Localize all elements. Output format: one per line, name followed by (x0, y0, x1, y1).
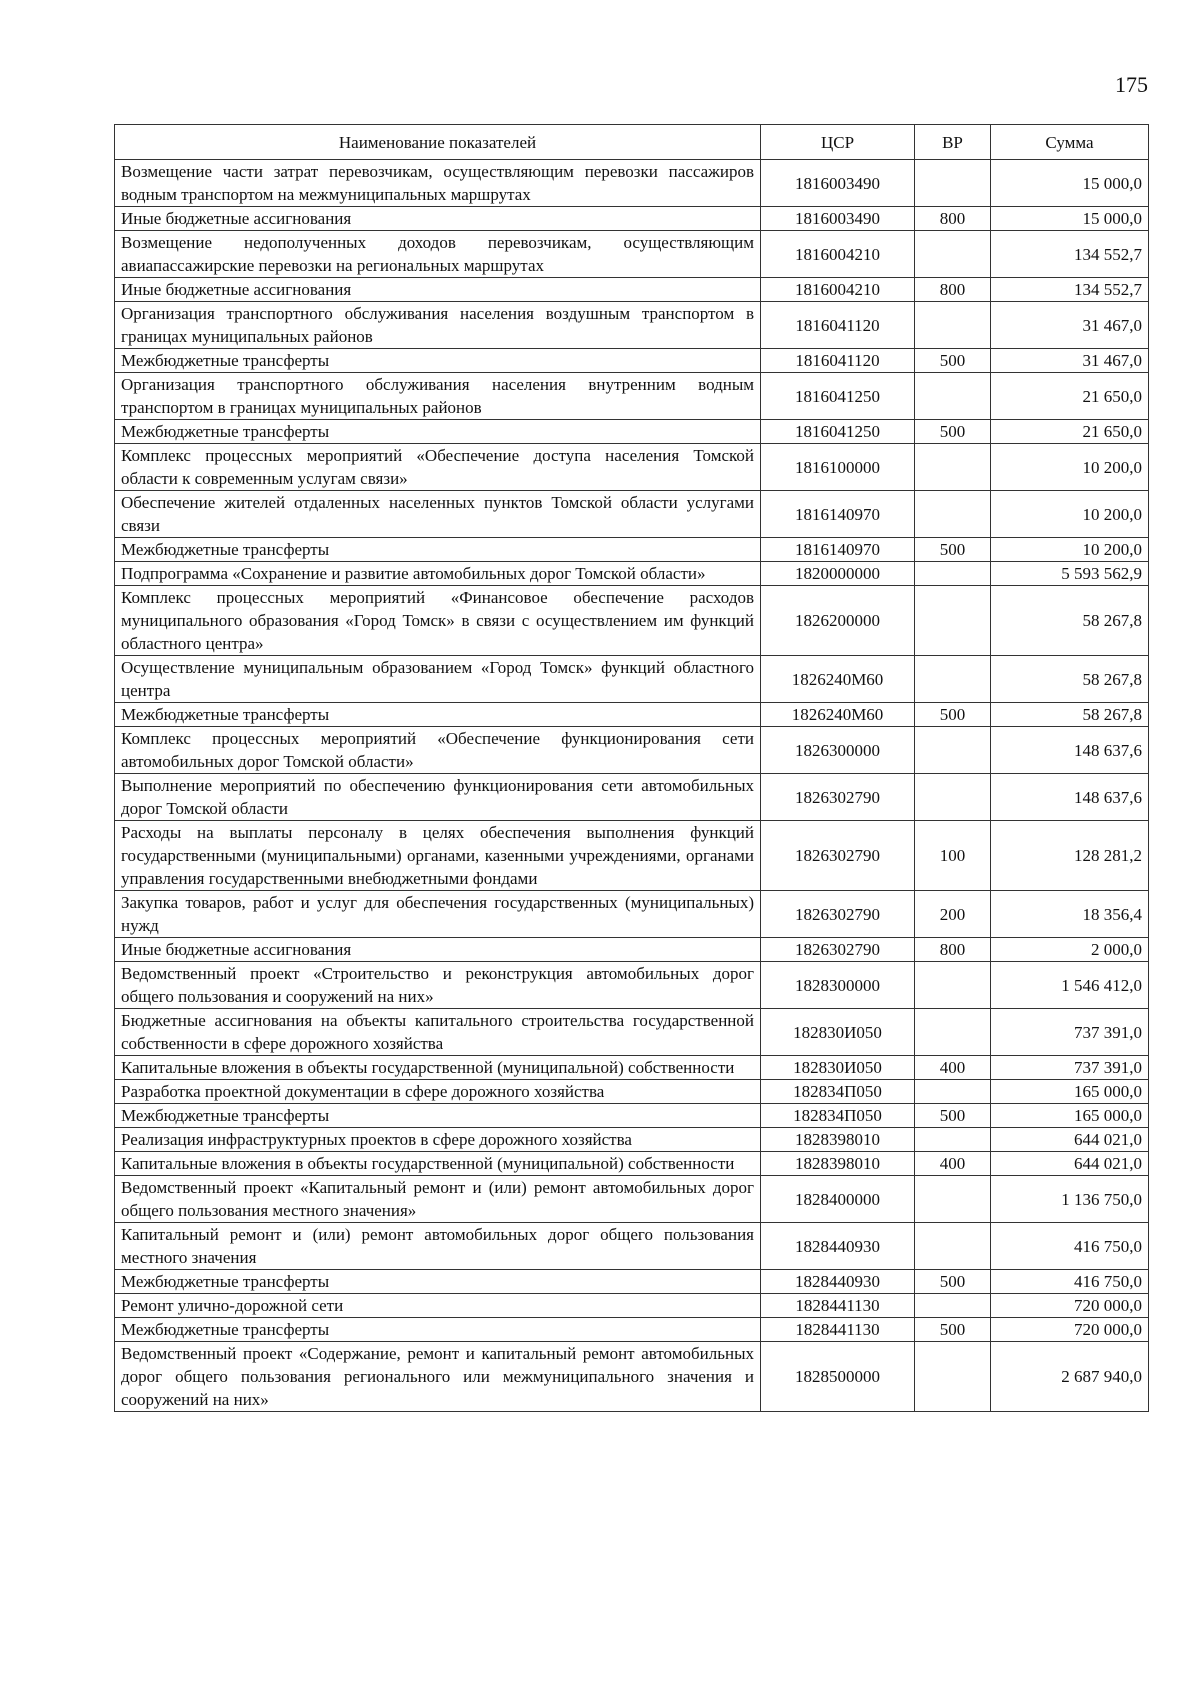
cell-vr (915, 774, 991, 821)
table-body (115, 160, 1149, 1412)
cell-sum: 31 467,0 (991, 302, 1149, 349)
cell-sum: 128 281,2 (991, 821, 1149, 891)
cell-name: Организация транспортного обслуживания населения воздушным транспортом в границах муниципальных районов (115, 302, 761, 349)
cell-name: Ведомственный проект «Строительство и реконструкция автомобильных дорог общего пользования и сооружений на них» (115, 962, 761, 1009)
cell-sum: 720 000,0 (991, 1294, 1149, 1318)
cell-name: Межбюджетные трансферты (115, 538, 761, 562)
cell-sum: 58 267,8 (991, 703, 1149, 727)
table-row (115, 1128, 1149, 1152)
cell-vr (915, 1176, 991, 1223)
cell-csr: 1826302790 (761, 891, 915, 938)
cell-csr: 1826240М60 (761, 703, 915, 727)
cell-sum: 10 200,0 (991, 538, 1149, 562)
cell-name: Межбюджетные трансферты (115, 703, 761, 727)
table-row (115, 1176, 1149, 1223)
cell-csr: 1828440930 (761, 1223, 915, 1270)
cell-vr (915, 231, 991, 278)
table-row (115, 231, 1149, 278)
table-row (115, 302, 1149, 349)
table-row (115, 727, 1149, 774)
table-row (115, 1056, 1149, 1080)
cell-name: Иные бюджетные ассигнования (115, 278, 761, 302)
cell-csr: 1816003490 (761, 160, 915, 207)
cell-name: Межбюджетные трансферты (115, 349, 761, 373)
cell-sum: 148 637,6 (991, 774, 1149, 821)
cell-sum: 10 200,0 (991, 444, 1149, 491)
cell-sum: 148 637,6 (991, 727, 1149, 774)
header-sum: Сумма (991, 125, 1149, 160)
table-row (115, 586, 1149, 656)
cell-name: Капитальные вложения в объекты государственной (муниципальной) собственности (115, 1056, 761, 1080)
cell-sum: 5 593 562,9 (991, 562, 1149, 586)
cell-name: Осуществление муниципальным образованием «Город Томск» функций областного центра (115, 656, 761, 703)
cell-sum: 737 391,0 (991, 1056, 1149, 1080)
cell-vr: 500 (915, 703, 991, 727)
cell-csr: 1816041250 (761, 373, 915, 420)
cell-name: Комплекс процессных мероприятий «Финансовое обеспечение расходов муниципального образования «Город Томск» в связи с осуществлением им функций областного центра» (115, 586, 761, 656)
cell-name: Расходы на выплаты персоналу в целях обеспечения выполнения функций государственными (муниципальными) органами, казенными учреждениями, органами управления государственными внебюджетными фондами (115, 821, 761, 891)
table-row (115, 1342, 1149, 1412)
cell-vr (915, 1128, 991, 1152)
table-row (115, 1104, 1149, 1128)
table-row (115, 1009, 1149, 1056)
header-name: Наименование показателей (115, 125, 761, 160)
table-row (115, 938, 1149, 962)
cell-csr: 1820000000 (761, 562, 915, 586)
cell-vr: 500 (915, 1104, 991, 1128)
table-row (115, 420, 1149, 444)
cell-vr (915, 444, 991, 491)
table-row (115, 1318, 1149, 1342)
cell-sum: 1 136 750,0 (991, 1176, 1149, 1223)
cell-csr: 1816041120 (761, 302, 915, 349)
cell-csr: 182830И050 (761, 1009, 915, 1056)
cell-name: Закупка товаров, работ и услуг для обеспечения государственных (муниципальных) нужд (115, 891, 761, 938)
cell-sum: 31 467,0 (991, 349, 1149, 373)
table-row (115, 278, 1149, 302)
cell-vr (915, 373, 991, 420)
header-vr: ВР (915, 125, 991, 160)
cell-vr: 100 (915, 821, 991, 891)
table-row (115, 774, 1149, 821)
cell-csr: 182834П050 (761, 1104, 915, 1128)
cell-name: Ремонт улично-дорожной сети (115, 1294, 761, 1318)
cell-vr: 500 (915, 1270, 991, 1294)
cell-sum: 134 552,7 (991, 278, 1149, 302)
table-row (115, 1080, 1149, 1104)
cell-name: Бюджетные ассигнования на объекты капитального строительства государственной собственности в сфере дорожного хозяйства (115, 1009, 761, 1056)
cell-vr: 800 (915, 938, 991, 962)
cell-sum: 720 000,0 (991, 1318, 1149, 1342)
cell-vr (915, 302, 991, 349)
cell-vr: 800 (915, 278, 991, 302)
cell-csr: 1826302790 (761, 821, 915, 891)
cell-name: Межбюджетные трансферты (115, 1318, 761, 1342)
cell-sum: 21 650,0 (991, 420, 1149, 444)
cell-name: Межбюджетные трансферты (115, 1270, 761, 1294)
table-row (115, 491, 1149, 538)
cell-vr: 500 (915, 349, 991, 373)
table-row (115, 562, 1149, 586)
header-csr: ЦСР (761, 125, 915, 160)
cell-sum: 2 000,0 (991, 938, 1149, 962)
cell-name: Обеспечение жителей отдаленных населенных пунктов Томской области услугами связи (115, 491, 761, 538)
cell-csr: 1826302790 (761, 938, 915, 962)
cell-sum: 165 000,0 (991, 1080, 1149, 1104)
cell-name: Возмещение недополученных доходов перевозчикам, осуществляющим авиапассажирские перевозки на региональных маршрутах (115, 231, 761, 278)
cell-sum: 15 000,0 (991, 207, 1149, 231)
cell-sum: 416 750,0 (991, 1223, 1149, 1270)
cell-name: Выполнение мероприятий по обеспечению функционирования сети автомобильных дорог Томской области (115, 774, 761, 821)
cell-name: Подпрограмма «Сохранение и развитие автомобильных дорог Томской области» (115, 562, 761, 586)
table-row (115, 656, 1149, 703)
table-row (115, 373, 1149, 420)
cell-vr (915, 1223, 991, 1270)
cell-name: Ведомственный проект «Содержание, ремонт и капитальный ремонт автомобильных дорог общего пользования регионального или межмуниципального значения и сооружений на них» (115, 1342, 761, 1412)
cell-vr (915, 962, 991, 1009)
cell-vr: 500 (915, 538, 991, 562)
table-row (115, 444, 1149, 491)
cell-vr (915, 1080, 991, 1104)
cell-csr: 1816003490 (761, 207, 915, 231)
cell-sum: 737 391,0 (991, 1009, 1149, 1056)
cell-sum: 644 021,0 (991, 1152, 1149, 1176)
cell-csr: 1828440930 (761, 1270, 915, 1294)
cell-csr: 1826240М60 (761, 656, 915, 703)
cell-sum: 416 750,0 (991, 1270, 1149, 1294)
cell-csr: 1828441130 (761, 1318, 915, 1342)
table-row (115, 962, 1149, 1009)
cell-vr: 800 (915, 207, 991, 231)
cell-csr: 182830И050 (761, 1056, 915, 1080)
table-row (115, 1294, 1149, 1318)
cell-csr: 1826300000 (761, 727, 915, 774)
cell-sum: 15 000,0 (991, 160, 1149, 207)
cell-csr: 182834П050 (761, 1080, 915, 1104)
cell-name: Межбюджетные трансферты (115, 420, 761, 444)
cell-vr: 400 (915, 1152, 991, 1176)
budget-table (114, 124, 1149, 1412)
cell-vr (915, 491, 991, 538)
cell-vr: 500 (915, 420, 991, 444)
table-row (115, 1223, 1149, 1270)
cell-vr (915, 727, 991, 774)
page-number: 175 (1115, 72, 1148, 97)
cell-csr: 1828400000 (761, 1176, 915, 1223)
table-row (115, 207, 1149, 231)
cell-vr (915, 586, 991, 656)
cell-vr: 400 (915, 1056, 991, 1080)
cell-csr: 1816041250 (761, 420, 915, 444)
cell-name: Иные бюджетные ассигнования (115, 938, 761, 962)
table-row (115, 538, 1149, 562)
cell-csr: 1828500000 (761, 1342, 915, 1412)
cell-vr (915, 160, 991, 207)
table-row (115, 703, 1149, 727)
cell-csr: 1828300000 (761, 962, 915, 1009)
table-header-row (115, 125, 1149, 160)
cell-name: Реализация инфраструктурных проектов в сфере дорожного хозяйства (115, 1128, 761, 1152)
cell-vr: 200 (915, 891, 991, 938)
table-row (115, 1270, 1149, 1294)
cell-sum: 644 021,0 (991, 1128, 1149, 1152)
table-row (115, 160, 1149, 207)
cell-vr (915, 656, 991, 703)
cell-sum: 134 552,7 (991, 231, 1149, 278)
cell-name: Организация транспортного обслуживания населения внутренним водным транспортом в границах муниципальных районов (115, 373, 761, 420)
cell-sum: 10 200,0 (991, 491, 1149, 538)
cell-vr: 500 (915, 1318, 991, 1342)
cell-csr: 1828441130 (761, 1294, 915, 1318)
cell-sum: 21 650,0 (991, 373, 1149, 420)
cell-name: Иные бюджетные ассигнования (115, 207, 761, 231)
table-row (115, 821, 1149, 891)
cell-csr: 1826302790 (761, 774, 915, 821)
table-row (115, 349, 1149, 373)
cell-csr: 1816140970 (761, 538, 915, 562)
cell-csr: 1828398010 (761, 1152, 915, 1176)
cell-csr: 1828398010 (761, 1128, 915, 1152)
cell-csr: 1816140970 (761, 491, 915, 538)
cell-sum: 58 267,8 (991, 586, 1149, 656)
cell-csr: 1816100000 (761, 444, 915, 491)
cell-name: Межбюджетные трансферты (115, 1104, 761, 1128)
table-row (115, 1152, 1149, 1176)
cell-name: Комплекс процессных мероприятий «Обеспечение функционирования сети автомобильных дорог Томской области» (115, 727, 761, 774)
cell-sum: 18 356,4 (991, 891, 1149, 938)
cell-csr: 1816041120 (761, 349, 915, 373)
cell-sum: 165 000,0 (991, 1104, 1149, 1128)
cell-name: Капитальные вложения в объекты государственной (муниципальной) собственности (115, 1152, 761, 1176)
cell-name: Капитальный ремонт и (или) ремонт автомобильных дорог общего пользования местного значения (115, 1223, 761, 1270)
cell-vr (915, 1294, 991, 1318)
cell-sum: 2 687 940,0 (991, 1342, 1149, 1412)
table-row (115, 891, 1149, 938)
cell-name: Комплекс процессных мероприятий «Обеспечение доступа населения Томской области к современным услугам связи» (115, 444, 761, 491)
cell-vr (915, 562, 991, 586)
cell-name: Ведомственный проект «Капитальный ремонт и (или) ремонт автомобильных дорог общего пользования местного значения» (115, 1176, 761, 1223)
cell-name: Возмещение части затрат перевозчикам, осуществляющим перевозки пассажиров водным транспортом на межмуниципальных маршрутах (115, 160, 761, 207)
cell-csr: 1816004210 (761, 278, 915, 302)
cell-sum: 58 267,8 (991, 656, 1149, 703)
cell-name: Разработка проектной документации в сфере дорожного хозяйства (115, 1080, 761, 1104)
cell-vr (915, 1009, 991, 1056)
cell-csr: 1816004210 (761, 231, 915, 278)
cell-sum: 1 546 412,0 (991, 962, 1149, 1009)
cell-vr (915, 1342, 991, 1412)
cell-csr: 1826200000 (761, 586, 915, 656)
